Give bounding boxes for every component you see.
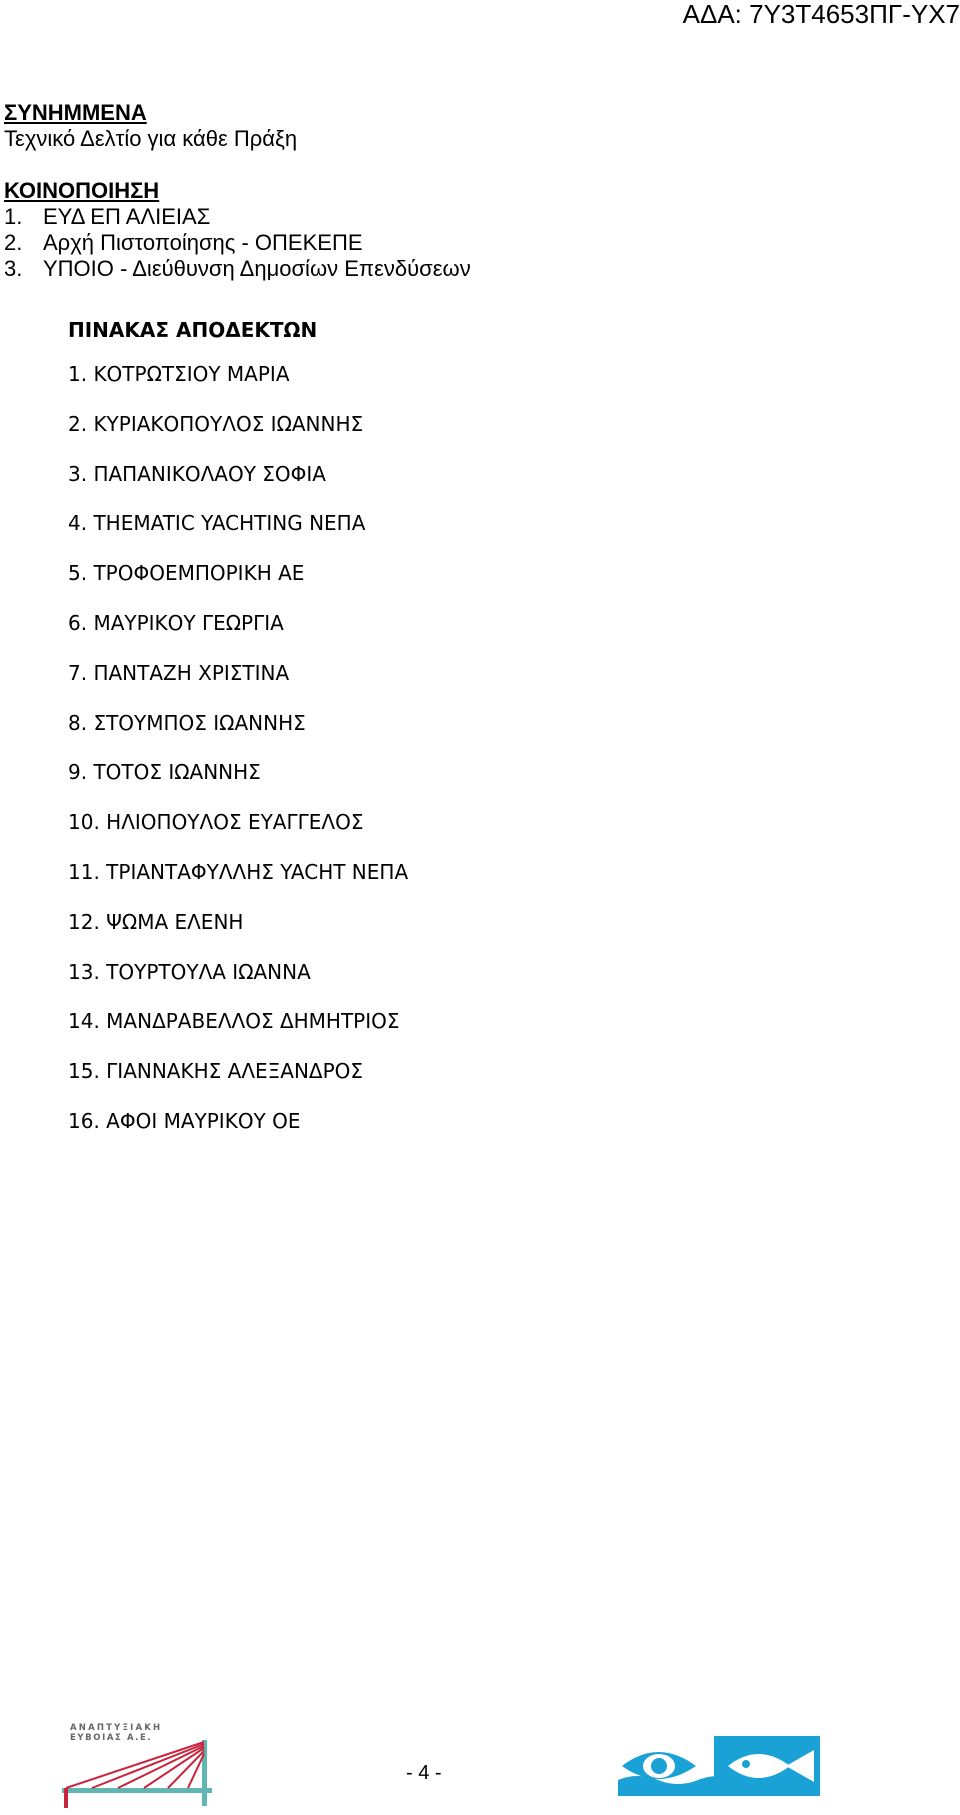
recipient-item: 9. ΤΟΤΟΣ ΙΩΑΝΝΗΣ [68, 760, 261, 785]
recipient-item: 8. ΣΤΟΥΜΠΟΣ ΙΩΑΝΝΗΣ [68, 710, 306, 735]
recipients-title: ΠΙΝΑΚΑΣ ΑΠΟΔΕΚΤΩΝ [68, 318, 318, 342]
recipient-item: 7. ΠΑΝΤΑΖΗ ΧΡΙΣΤΙΝΑ [68, 660, 290, 685]
attachments-heading: ΣΥΝΗΜΜΕΝΑ [4, 100, 147, 125]
recipient-item: 1. ΚΟΤΡΩΤΣΙΟΥ ΜΑΡΙΑ [68, 362, 290, 386]
eye-fish-logo-icon [618, 1736, 820, 1796]
notification-item-num: 3. [4, 256, 23, 281]
recipient-item: 6. ΜΑΥΡΙΚΟΥ ΓΕΩΡΓΙΑ [68, 610, 284, 635]
recipient-item: 13. ΤΟΥΡΤΟΥΛΑ ΙΩΑΝΝΑ [68, 959, 311, 984]
notification-item-num: 2. [4, 230, 23, 255]
recipient-item: 4. THEMATIC YACHTING ΝΕΠΑ [68, 511, 366, 536]
attachments-section [4, 100, 297, 152]
notification-section [4, 178, 471, 282]
page-number: - 4 - [406, 1762, 442, 1784]
recipients-list [68, 362, 408, 1159]
recipient-item: 12. ΨΩΜΑ ΕΛΕΝΗ [68, 909, 244, 934]
notification-item [4, 230, 471, 256]
notification-item-text: ΕΥΔ ΕΠ ΑΛΙΕΙΑΣ [43, 204, 211, 229]
recipient-item: 11. ΤΡΙΑΝΤΑΦΥΛΛΗΣ YACHT ΝΕΠΑ [68, 859, 409, 884]
svg-text:ΑΝΑΠΤΥΞΙΑΚΗ: ΑΝΑΠΤΥΞΙΑΚΗ [70, 1723, 163, 1733]
notification-item [4, 256, 471, 282]
recipient-item: 5. ΤΡΟΦΟΕΜΠΟΡΙΚΗ ΑΕ [68, 561, 305, 586]
recipient-item: 10. ΗΛΙΟΠΟΥΛΟΣ ΕΥΑΓΓΕΛΟΣ [68, 810, 364, 835]
ada-header: ΑΔΑ: 7Υ3Τ4653ΠΓ-ΥΧ7 [682, 0, 960, 29]
notification-item-num: 1. [4, 204, 23, 229]
notification-heading: ΚΟΙΝΟΠΟΙΗΣΗ [4, 178, 160, 203]
recipient-item: 3. ΠΑΠΑΝΙΚΟΛΑΟΥ ΣΟΦΙΑ [68, 461, 326, 486]
recipient-item: 14. ΜΑΝΔΡΑΒΕΛΛΟΣ ΔΗΜΗΤΡΙΟΣ [68, 1009, 400, 1034]
notification-item-text: Αρχή Πιστοποίησης - ΟΠΕΚΕΠΕ [43, 230, 363, 255]
notification-item [4, 204, 471, 230]
notification-item-text: ΥΠΟΙΟ - Διεύθυνση Δημοσίων Επενδύσεων [43, 256, 471, 281]
notification-list [4, 204, 471, 282]
svg-text:ΕΥΒΟΙΑΣ Α.Ε.: ΕΥΒΟΙΑΣ Α.Ε. [70, 1733, 153, 1743]
recipient-item: 2. ΚΥΡΙΑΚΟΠΟΥΛΟΣ ΙΩΑΝΝΗΣ [68, 411, 364, 436]
recipient-item: 15. ΓΙΑΝΝΑΚΗΣ ΑΛΕΞΑΝΔΡΟΣ [68, 1059, 364, 1084]
attachments-text: Τεχνικό Δελτίο για κάθε Πράξη [4, 126, 298, 151]
recipient-item: 16. ΑΦΟΙ ΜΑΥΡΙΚΟΥ ΟΕ [68, 1108, 301, 1133]
bridge-logo-icon [62, 1718, 224, 1810]
